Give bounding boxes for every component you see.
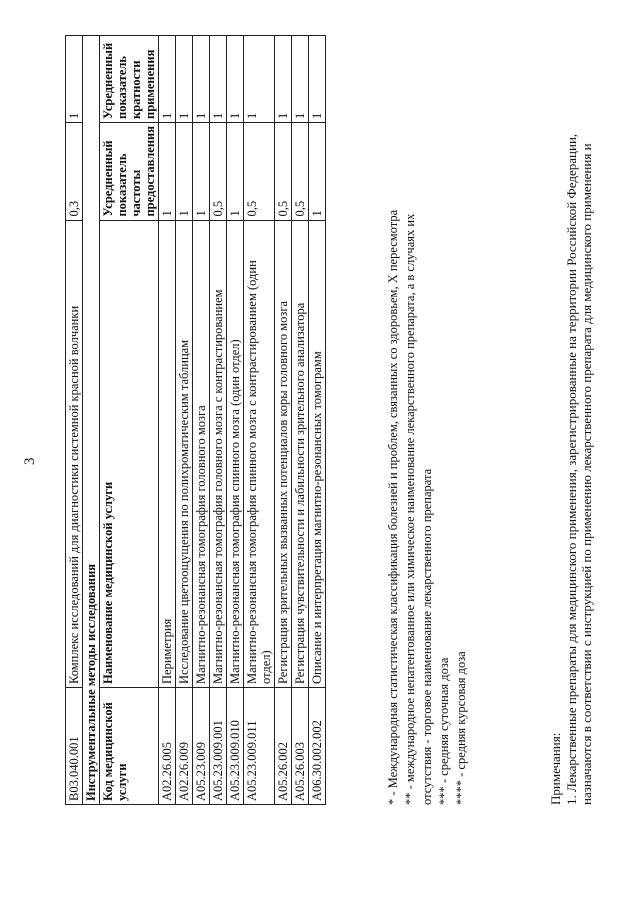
- table-row: [292, 36, 309, 805]
- table-row: [227, 36, 244, 805]
- services-table: [65, 35, 326, 805]
- service-name: Описание и интерпретация магнитно-резонансных томограмм: [309, 220, 326, 687]
- service-name: Регистрация чувствительности и лабильности зрительного анализатора: [292, 220, 309, 687]
- frequency-value: 0,5: [210, 123, 227, 221]
- table-row: [309, 36, 326, 805]
- service-code: A05.26.003: [292, 688, 309, 805]
- notes-line: 1. Лекарственные препараты для медицинского применения, зарегистрированные на территории Российской Федерации,: [563, 133, 579, 805]
- header-name: Наименование медицинской услуги: [100, 220, 159, 687]
- table-row: [244, 36, 275, 805]
- service-code: A06.30.002.002: [309, 688, 326, 805]
- multiplicity-value: 1: [275, 36, 292, 123]
- footnote-line: ** - международное непатентованное или химическое наименование лекарственного препарата, а в случаях их: [403, 213, 417, 805]
- table-header-row: [100, 36, 159, 805]
- notes-title: Примечания:: [548, 732, 563, 805]
- footnotes: [385, 25, 470, 805]
- frequency-value: 0,3: [66, 123, 83, 221]
- multiplicity-value: 1: [292, 36, 309, 123]
- service-name: Магнитно-резонансная томография спинного мозга (один отдел): [227, 220, 244, 687]
- header-multiplicity: Усредненный показатель кратности применения: [100, 36, 159, 123]
- service-code: A02.26.005: [159, 688, 176, 805]
- table-row: [275, 36, 292, 805]
- multiplicity-value: 1: [210, 36, 227, 123]
- table-row: [176, 36, 193, 805]
- frequency-value: 1: [227, 123, 244, 221]
- service-name: Периметрия: [159, 220, 176, 687]
- notes: [548, 25, 595, 805]
- frequency-value: 0,5: [244, 123, 275, 221]
- table-row: [210, 36, 227, 805]
- service-code: A02.26.009: [176, 688, 193, 805]
- service-code: A05.23.009.001: [210, 688, 227, 805]
- footnote-line: отсутствия - торговое наименование лекарственного препарата: [420, 468, 434, 805]
- page-number: 3: [22, 457, 38, 465]
- service-name: Магнитно-резонансная томография спинного мозга с контрастированием (один отдел): [244, 220, 275, 687]
- frequency-value: 1: [193, 123, 210, 221]
- service-name: Магнитно-резонансная томография головного мозга: [193, 220, 210, 687]
- header-frequency: Усредненный показатель частоты предоставления: [100, 123, 159, 221]
- section-title: Инструментальные методы исследования: [83, 36, 100, 805]
- multiplicity-value: 1: [176, 36, 193, 123]
- footnote-line: *** - средняя суточная доза: [437, 657, 451, 805]
- table-row: [159, 36, 176, 805]
- service-name: Комплекс исследований для диагностики системной красной волчанки: [66, 220, 83, 687]
- table-row: [66, 36, 83, 805]
- service-name: Исследование цветоощущения по полихроматическим таблицам: [176, 220, 193, 687]
- multiplicity-value: 1: [193, 36, 210, 123]
- service-name: Магнитно-резонансная томография головного мозга с контрастированием: [210, 220, 227, 687]
- multiplicity-value: 1: [159, 36, 176, 123]
- frequency-value: 1: [159, 123, 176, 221]
- service-code: A05.23.009.011: [244, 688, 275, 805]
- multiplicity-value: 1: [244, 36, 275, 123]
- multiplicity-value: 1: [227, 36, 244, 123]
- frequency-value: 0,5: [292, 123, 309, 221]
- service-code: A05.26.002: [275, 688, 292, 805]
- service-code: B03.040.001: [66, 688, 83, 805]
- table-row: [193, 36, 210, 805]
- frequency-value: 0,5: [275, 123, 292, 221]
- frequency-value: 1: [176, 123, 193, 221]
- notes-line: назначаются в соответствии с инструкцией по применению лекарственного препарата для медицинского применения и: [579, 143, 594, 805]
- section-row: [83, 36, 100, 805]
- multiplicity-value: 1: [66, 36, 83, 123]
- multiplicity-value: 1: [309, 36, 326, 123]
- footnote-line: * - Международная статистическая классификация болезней и проблем, связанных со здоровьем, X пересмотра: [386, 209, 400, 805]
- service-name: Регистрация зрительных вызванных потенциалов коры головного мозга: [275, 220, 292, 687]
- footnote-line: **** - средняя курсовая доза: [454, 651, 468, 805]
- service-code: A05.23.009.010: [227, 688, 244, 805]
- frequency-value: 1: [309, 123, 326, 221]
- header-code: Код медицинской услуги: [100, 688, 159, 805]
- service-code: A05.23.009: [193, 688, 210, 805]
